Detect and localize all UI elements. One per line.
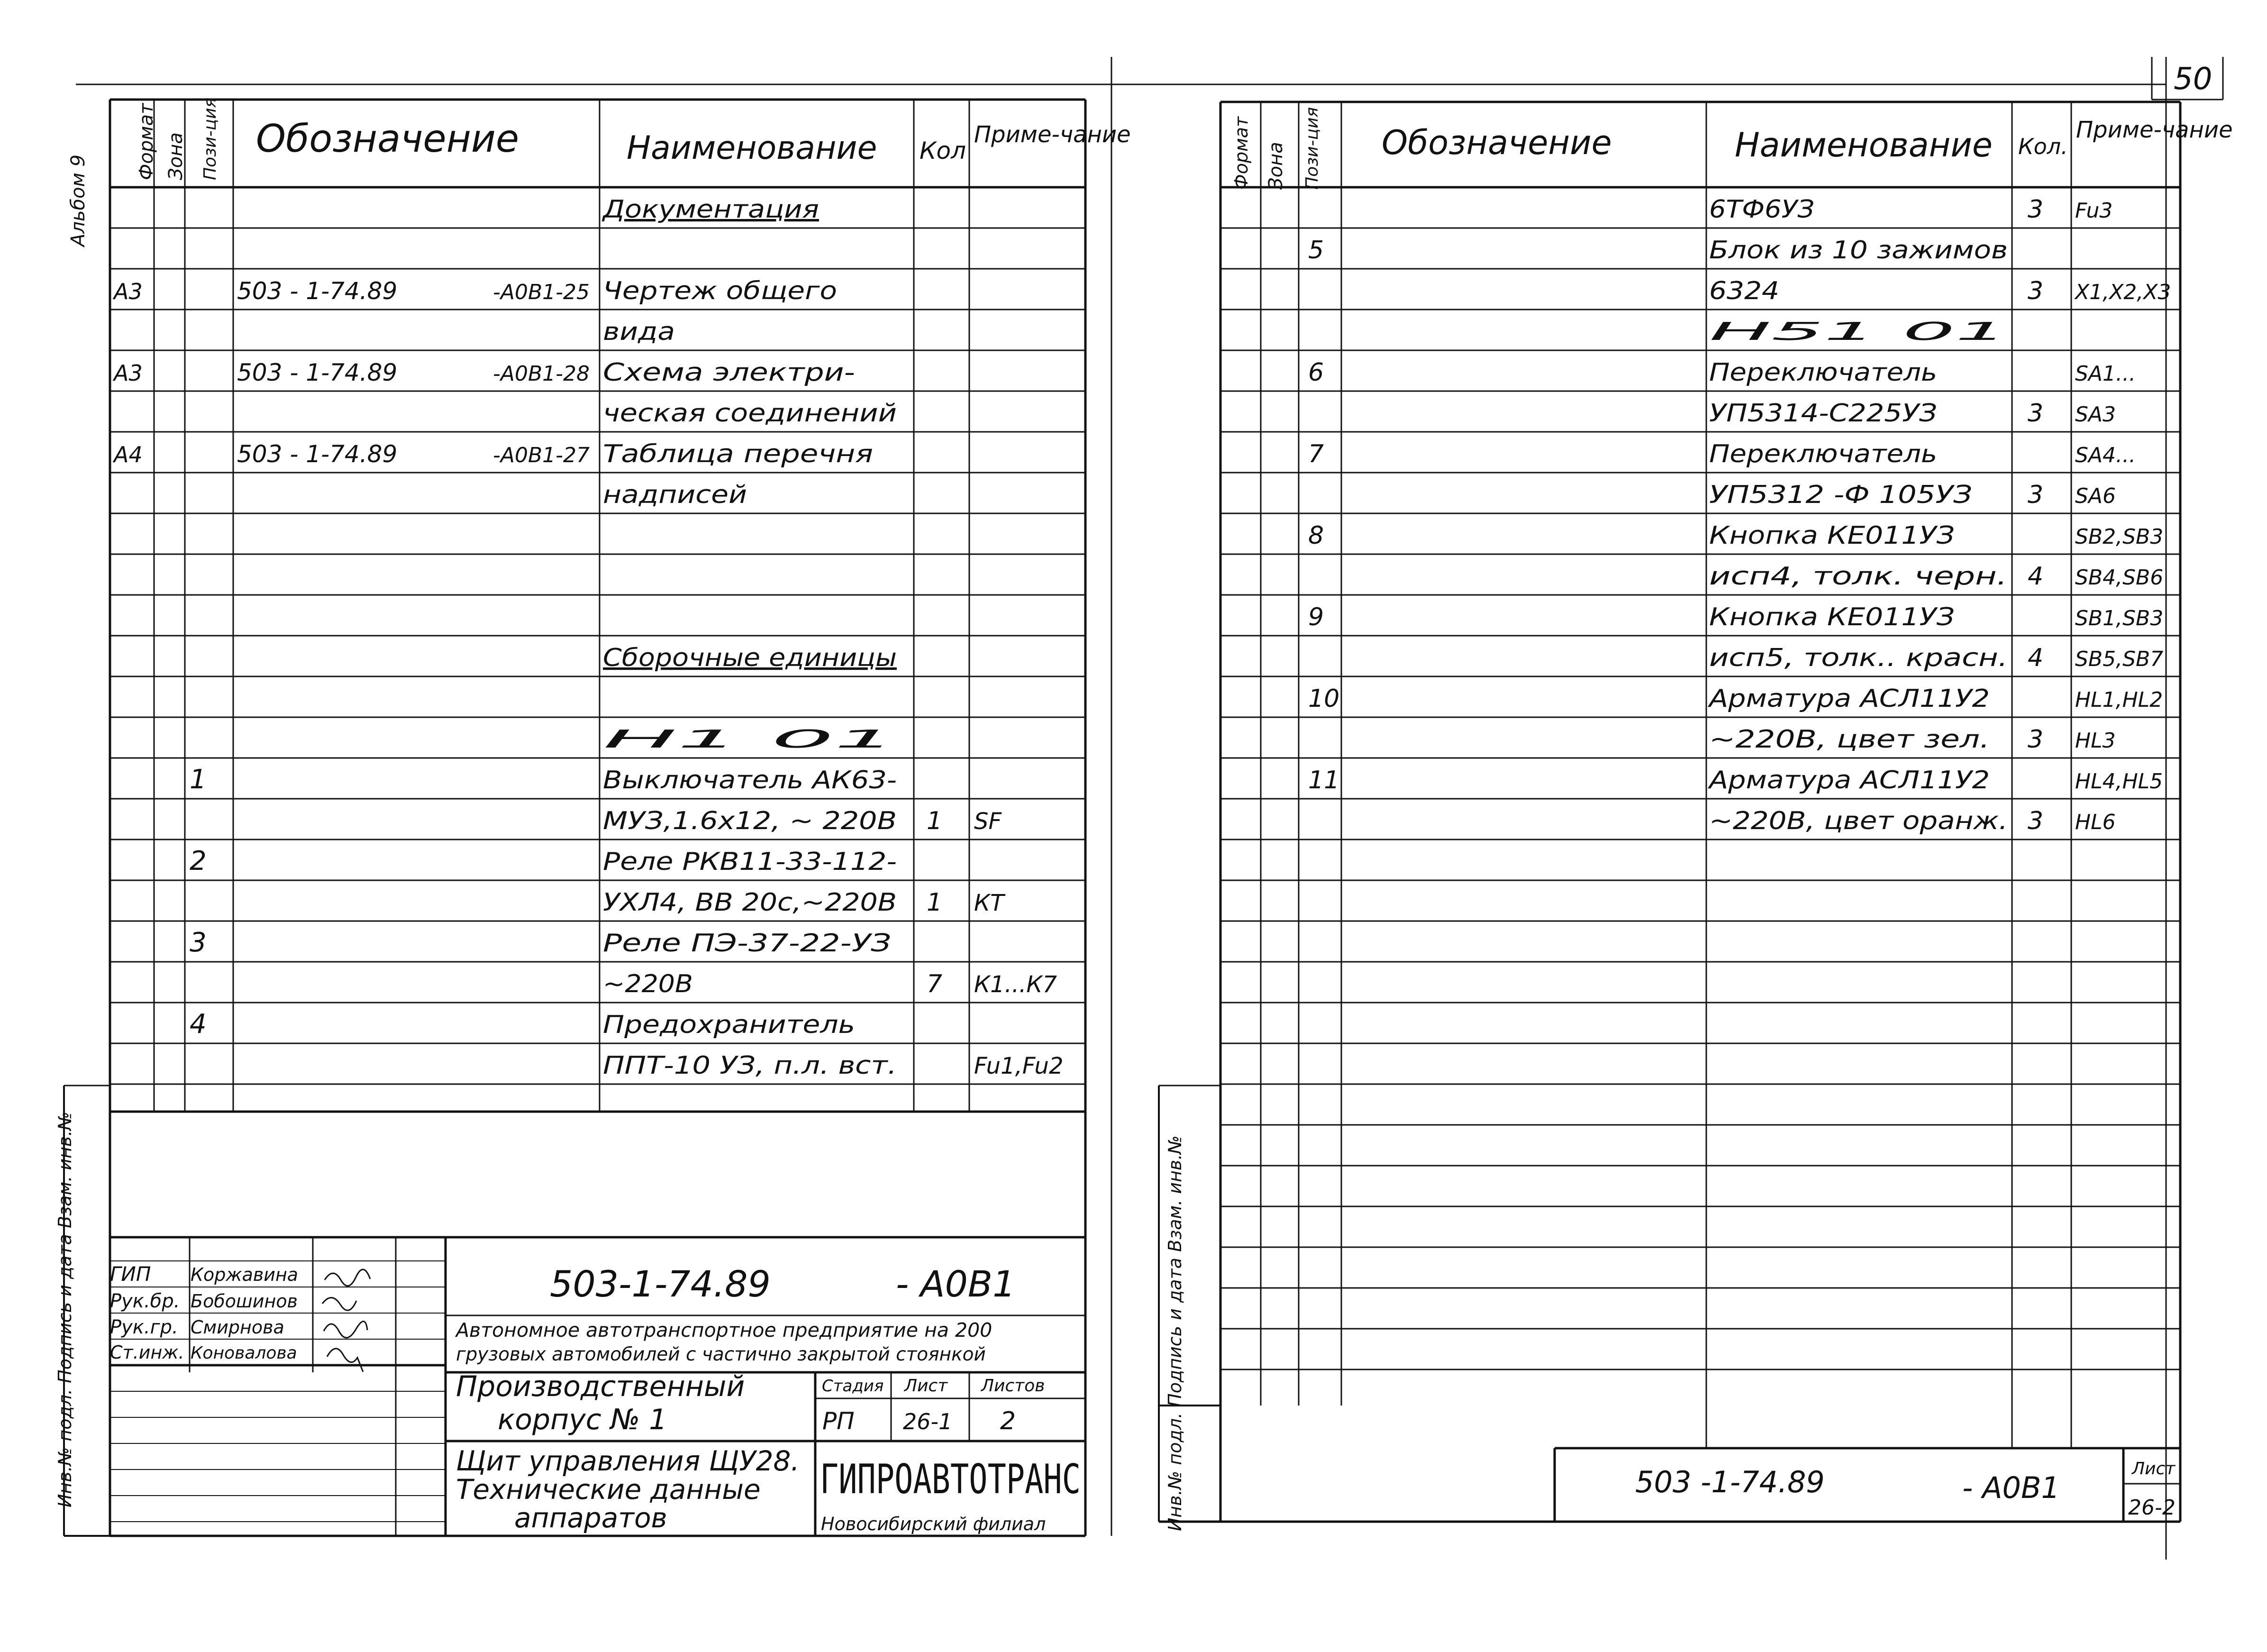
left-row-qty: 1: [927, 888, 943, 917]
right-header-designation: Обозначение: [1382, 123, 1612, 162]
stamp-suffix: - А0В1: [1962, 1470, 2060, 1505]
left-row-qty: 1: [927, 807, 943, 835]
organization-branch: Новосибирский филиал: [821, 1514, 1046, 1534]
left-row-name: Н1 01: [603, 725, 897, 754]
stamp-code: 503 -1-74.89: [1635, 1465, 1825, 1499]
right-row-position: 8: [1308, 521, 1324, 550]
signer-role-2: Рук.бр.: [110, 1290, 180, 1312]
document-code: 503-1-74.89: [550, 1263, 771, 1305]
left-side-label: Инв.№ подл. Подпись и дата Взам. инв.№: [55, 1112, 75, 1507]
sheets-label: Листов: [981, 1376, 1045, 1396]
right-row-name: 6ТФ6УЗ: [1709, 195, 1814, 224]
right-row-note: SA6: [2075, 484, 2116, 508]
right-row-name: Н51 01: [1709, 318, 2008, 346]
left-row-name: ~220В: [603, 970, 693, 998]
signer-role-1: ГИП: [110, 1262, 151, 1286]
left-row-name: Реле РКВ11-33-112-: [603, 848, 897, 876]
left-row-designation-suffix: -А0В1-25: [493, 280, 590, 304]
right-row-name: Переключатель: [1709, 440, 1937, 468]
drawing-title-2: Технические данные: [456, 1473, 761, 1506]
signer-name-4: Коновалова: [191, 1343, 297, 1363]
right-table-header: [1231, 107, 2233, 190]
right-row-name: УП5312 -Ф 105УЗ: [1709, 481, 1972, 509]
left-row-name: Реле ПЭ-37-22-УЗ: [603, 929, 891, 958]
left-header-format: Формат: [136, 103, 157, 180]
right-row-position: 5: [1308, 236, 1324, 265]
left-row-note: К1...К7: [974, 971, 1057, 998]
left-row-designation: 503 - 1-74.89: [237, 440, 398, 468]
left-row-position: 4: [190, 1009, 207, 1040]
left-row-name: надписей: [603, 481, 747, 509]
page-number: 50: [2174, 62, 2212, 97]
building-line-1: Производственный: [456, 1370, 745, 1403]
right-row-position: 10: [1308, 685, 1340, 713]
right-row-note: SA1...: [2075, 362, 2136, 386]
signer-name-1: Коржавина: [191, 1264, 299, 1285]
left-row-name: Выключатель АК63-: [603, 766, 897, 794]
right-row-qty: 4: [2028, 644, 2044, 672]
building-line-2: корпус № 1: [498, 1403, 667, 1436]
left-row-name: Чертеж общего: [603, 277, 837, 305]
right-row-name: Блок из 10 зажимов: [1709, 236, 2008, 265]
project-line-2: грузовых автомобилей с частично закрытой стоянкой: [456, 1344, 986, 1365]
right-row-note: Х1,Х2,Х3: [2075, 280, 2171, 304]
right-row-note: SA3: [2075, 402, 2116, 427]
right-header-qty: Кол.: [2018, 134, 2068, 159]
right-row-note: HL6: [2075, 810, 2116, 834]
right-row-qty: 3: [2028, 807, 2044, 835]
left-table-body: [112, 195, 1064, 1080]
left-row-designation-suffix: -А0В1-28: [493, 362, 590, 386]
left-row-qty: 7: [927, 970, 943, 998]
right-side-label: Инв.№ подл. Подпись и дата Взам. инв.№: [1165, 1135, 1185, 1531]
left-row-format: А3: [114, 360, 143, 386]
right-row-note: SA4...: [2075, 443, 2136, 467]
right-header-zone: Зона: [1265, 142, 1287, 190]
organization-name: ГИПРОАВТОТРАНС: [820, 1456, 1081, 1503]
right-row-qty: 3: [2028, 399, 2044, 428]
right-header-position: Пози-ция: [1302, 107, 1322, 190]
left-header-name: Наименование: [627, 129, 877, 167]
left-row-name: УХЛ4, ВВ 20с,~220В: [603, 888, 897, 917]
right-row-name: УП5314-С225УЗ: [1709, 399, 1937, 428]
right-row-name: Арматура АСЛ11У2: [1707, 766, 1990, 794]
right-row-qty: 3: [2028, 277, 2044, 305]
left-row-name: МУЗ,1.6х12, ~ 220В: [603, 807, 897, 835]
right-stamp: [1635, 1459, 2176, 1520]
left-row-designation: 503 - 1-74.89: [237, 359, 398, 386]
right-row-position: 6: [1308, 358, 1324, 387]
left-row-format: А3: [114, 279, 143, 304]
signature-marks: [322, 1269, 370, 1372]
left-header-designation: Обозначение: [256, 117, 519, 161]
right-header-name: Наименование: [1735, 126, 1993, 164]
right-row-note: Fu3: [2075, 199, 2113, 223]
right-table-body: [1308, 195, 2171, 835]
drawing-title-1: Щит управления ЩУ28.: [456, 1445, 800, 1477]
right-row-note: SB2,SB3: [2075, 525, 2164, 549]
signer-role-3: Рук.гр.: [110, 1316, 178, 1338]
right-row-name: Арматура АСЛ11У2: [1707, 685, 1990, 713]
right-row-name: ~220В, цвет оранж.: [1709, 807, 2008, 835]
left-row-designation-suffix: -А0В1-27: [493, 443, 590, 467]
left-row-note: SF: [974, 808, 1002, 835]
left-row-position: 2: [190, 846, 207, 876]
right-row-note: HL3: [2075, 729, 2116, 753]
right-row-qty: 3: [2028, 725, 2044, 754]
right-header-note: Приме-чание: [2076, 117, 2233, 143]
signer-name-3: Смирнова: [191, 1317, 284, 1338]
left-row-note: КТ: [974, 890, 1004, 916]
drawing-title-3: аппаратов: [514, 1502, 667, 1534]
right-row-note: HL1,HL2: [2075, 688, 2163, 712]
right-row-note: SB5,SB7: [2075, 647, 2164, 671]
left-row-designation: 503 - 1-74.89: [237, 277, 398, 305]
right-row-qty: 3: [2028, 195, 2044, 224]
left-row-name: Предохранитель: [603, 1011, 855, 1039]
signer-role-4: Ст.инж.: [110, 1342, 184, 1363]
signer-name-2: Бобошинов: [191, 1291, 298, 1312]
left-table-header: [136, 98, 1131, 180]
left-header-qty: Кол: [920, 137, 966, 164]
stamp-sheet-label: Лист: [2132, 1459, 2176, 1479]
left-row-position: 1: [190, 764, 207, 795]
right-row-name: Переключатель: [1709, 358, 1937, 387]
right-header-format: Формат: [1231, 116, 1252, 190]
right-row-name: ~220В, цвет зел.: [1709, 725, 1990, 754]
album-label: Альбом 9: [67, 155, 89, 246]
left-row-note: Fu1,Fu2: [974, 1053, 1064, 1079]
right-row-note: HL4,HL5: [2075, 769, 2163, 794]
left-row-format: А4: [114, 442, 143, 467]
right-row-qty: 3: [2028, 481, 2044, 509]
document-suffix: - А0В1: [896, 1263, 1016, 1305]
left-row-name: ческая соединений: [603, 399, 897, 428]
left-row-name: Схема электри-: [603, 358, 855, 387]
right-row-position: 9: [1308, 603, 1324, 631]
right-row-name: исп4, толк. черн.: [1709, 562, 2007, 591]
right-row-note: SB4,SB6: [2075, 566, 2164, 590]
left-header-zone: Зона: [165, 132, 187, 180]
stage-value: РП: [822, 1407, 855, 1435]
left-row-name: Сборочные единицы: [603, 644, 897, 672]
project-line-1: Автономное автотранспортное предприятие на 200: [456, 1319, 992, 1342]
sheets-value: 2: [1000, 1407, 1016, 1435]
left-row-name: ППТ-10 УЗ, п.л. вст.: [603, 1051, 897, 1080]
right-row-position: 11: [1308, 766, 1340, 794]
right-row-name: Кнопка КЕ011УЗ: [1709, 603, 1955, 631]
left-header-position: Пози-ция: [200, 97, 220, 180]
sheet-value: 26-1: [903, 1409, 953, 1434]
left-row-name: Таблица перечня: [603, 440, 873, 468]
sheet-label: Лист: [904, 1376, 948, 1396]
right-row-qty: 4: [2028, 562, 2044, 591]
stamp-sheet-value: 26-2: [2128, 1496, 2176, 1520]
right-row-name: Кнопка КЕ011УЗ: [1709, 521, 1955, 550]
stage-label: Стадия: [822, 1377, 884, 1396]
right-row-name: исп5, толк.. красн.: [1709, 644, 2008, 672]
right-row-note: SB1,SB3: [2075, 606, 2164, 630]
left-row-position: 3: [190, 927, 207, 958]
left-header-note: Приме-чание: [974, 121, 1131, 148]
right-row-name: 6324: [1709, 277, 1779, 305]
left-row-name: вида: [603, 318, 675, 346]
right-row-position: 7: [1308, 440, 1324, 468]
left-row-name: Документация: [601, 195, 819, 224]
